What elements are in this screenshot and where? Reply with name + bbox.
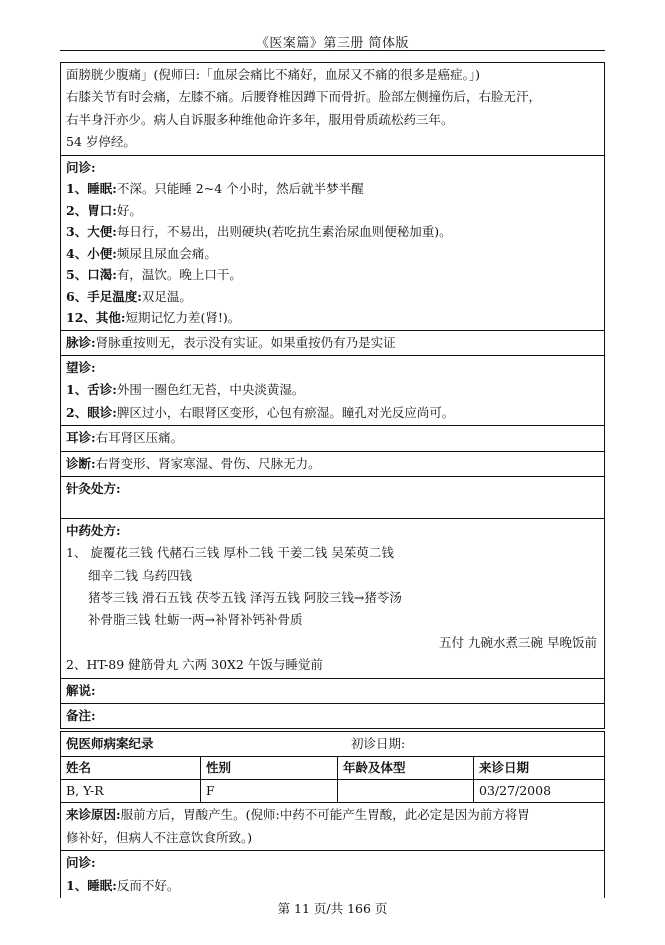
- herbal-line: 猪苓三钱 滑石五钱 茯苓五钱 泽泻五钱 阿胶三钱→猪苓汤: [88, 590, 402, 606]
- observation-label: 2、眼诊:: [66, 404, 117, 420]
- inquiry-label: 2、胃口:: [66, 202, 117, 218]
- inquiry-text: 频尿且尿血会痛。: [116, 245, 217, 261]
- history-line: 右半身汗亦少。病人自诉服多种维他命许多年，服用骨质疏松药三年。: [66, 111, 454, 127]
- history-line: 面膀胱少腹痛」(倪师曰:「血尿会痛比不痛好，血尿又不痛的很多是癌症。」): [66, 67, 480, 82]
- inquiry-section: [61, 156, 604, 331]
- herbal-dosage: 五付 九碗水煮三碗 早晚饭前: [439, 634, 597, 650]
- page-number: 第 11 页/共 166 页: [277, 901, 388, 916]
- inquiry-text: 双足温。: [141, 288, 192, 304]
- explanation-label: 解说:: [66, 682, 96, 698]
- ear-section: [61, 426, 604, 451]
- record-title: 倪医师病案纪录: [66, 736, 154, 751]
- herbal-line: 细辛二钱 乌药四钱: [88, 567, 192, 583]
- visit-date: 03/27/2008: [479, 783, 552, 799]
- inquiry-item: [66, 221, 599, 243]
- sleep-label: 1、睡眠:: [66, 877, 117, 893]
- inquiry-item: [66, 264, 599, 286]
- history-section: [61, 63, 604, 156]
- inquiry-text: 短期记忆力差(肾!)。: [125, 310, 241, 326]
- pulse-text: 肾脉重按则无，表示没有实证。如果重按仍有乃是实证: [95, 334, 396, 350]
- herbal-line: 1、 旋覆花三钱 代赭石三钱 厚朴二钱 干姜二钱 吴茱萸二钱: [66, 545, 394, 561]
- header-rule: [60, 50, 605, 51]
- diagnosis-label: 诊断:: [66, 455, 96, 471]
- pulse-section: [61, 331, 604, 356]
- visit-reason-text: 服前方后，胃酸产生。(倪师:中药不可能产生胃酸，此必定是因为前方将胃: [120, 807, 530, 823]
- patient-name: B, Y-R: [61, 780, 201, 802]
- inquiry-label: 5、口渴:: [66, 267, 117, 283]
- visit-reason-label: 来诊原因:: [66, 807, 121, 823]
- sleep-text: 反而不好。: [116, 877, 180, 893]
- inquiry-label: 12、其他:: [66, 310, 126, 326]
- inquiry-label: 6、手足温度:: [66, 288, 142, 304]
- observation-text: 脾区过小，右眼肾区变形，心包有瘀湿。瞳孔对光反应尚可。: [116, 404, 455, 420]
- case-record-table: [60, 62, 605, 729]
- inquiry-text: 不深。只能睡 2~4 个小时，然后就半梦半醒: [116, 181, 364, 197]
- inquiry-text: 每日行，不易出，出则硬块(若吃抗生素治尿血则便秘加重)。: [116, 224, 452, 240]
- record-title-row: [61, 732, 604, 757]
- page-header-title: 《医案篇》第三册 简体版: [255, 36, 410, 51]
- inquiry-item: [66, 243, 599, 265]
- history-line: 右膝关节有时会痛，左膝不痛。后腰脊椎因蹲下而骨折。脸部左侧撞伤后，右脸无汗，: [66, 89, 542, 105]
- observation-section: [61, 356, 604, 426]
- remarks-section: [61, 704, 604, 729]
- ear-text: 右耳肾区压痛。: [95, 430, 184, 446]
- inquiry-label: 3、大便:: [66, 224, 117, 240]
- patient-gender: F: [201, 780, 338, 802]
- herbal-line-2: 2、HT-89 健筋骨丸 六两 30X2 午饭与睡觉前: [66, 657, 323, 673]
- inquiry-item: [66, 200, 599, 222]
- case-record-table-2: [60, 731, 605, 898]
- observation-item: [66, 402, 599, 424]
- herbal-section: [61, 519, 604, 679]
- inquiry-item: [66, 307, 599, 329]
- observation-text: 外围一圈色红无苔，中央淡黄湿。: [116, 382, 305, 398]
- diagnosis-section: [61, 452, 604, 477]
- acupuncture-label: 针灸处方:: [66, 480, 121, 496]
- patient-age-build: [338, 780, 474, 802]
- header-visit-date: 来诊日期: [479, 760, 530, 776]
- inquiry-heading: 问诊:: [66, 159, 96, 175]
- inquiry-text: 有，温饮。晚上口干。: [116, 267, 242, 283]
- diagnosis-text: 右肾变形、肾家寒湿、骨伤、尺脉无力。: [95, 455, 321, 471]
- remarks-label: 备注:: [66, 708, 96, 724]
- observation-heading: 望诊:: [66, 359, 96, 375]
- inquiry-item: [66, 875, 599, 897]
- herbal-line: 补骨脂三钱 牡蛎一两→补肾补钙补骨质: [88, 612, 303, 628]
- header-age-build: 年龄及体型: [338, 757, 474, 779]
- observation-label: 1、舌诊:: [66, 382, 117, 398]
- info-header-row: [61, 757, 604, 780]
- inquiry-text: 好。: [116, 202, 142, 218]
- inquiry-section-2: [61, 851, 604, 898]
- visit-reason-section: [61, 803, 604, 851]
- pulse-label: 脉诊:: [66, 334, 96, 350]
- inquiry-heading-2: 问诊:: [66, 855, 96, 871]
- observation-item: [66, 379, 599, 401]
- first-visit-date-label: 初诊日期:: [351, 736, 406, 751]
- info-value-row: [61, 780, 604, 803]
- header-gender: 性别: [201, 757, 338, 779]
- inquiry-label: 1、睡眠:: [66, 181, 117, 197]
- inquiry-label: 4、小便:: [66, 245, 117, 261]
- history-line: 54 岁停经。: [66, 134, 136, 150]
- herbal-heading: 中药处方:: [66, 522, 121, 538]
- header-name: 姓名: [61, 757, 201, 779]
- inquiry-item: [66, 286, 599, 308]
- acupuncture-section: [61, 477, 604, 519]
- inquiry-item: [66, 178, 599, 200]
- ear-label: 耳诊:: [66, 430, 96, 446]
- explanation-section: [61, 679, 604, 704]
- visit-reason-text: 修补好，但病人不注意饮食所致。): [66, 829, 253, 845]
